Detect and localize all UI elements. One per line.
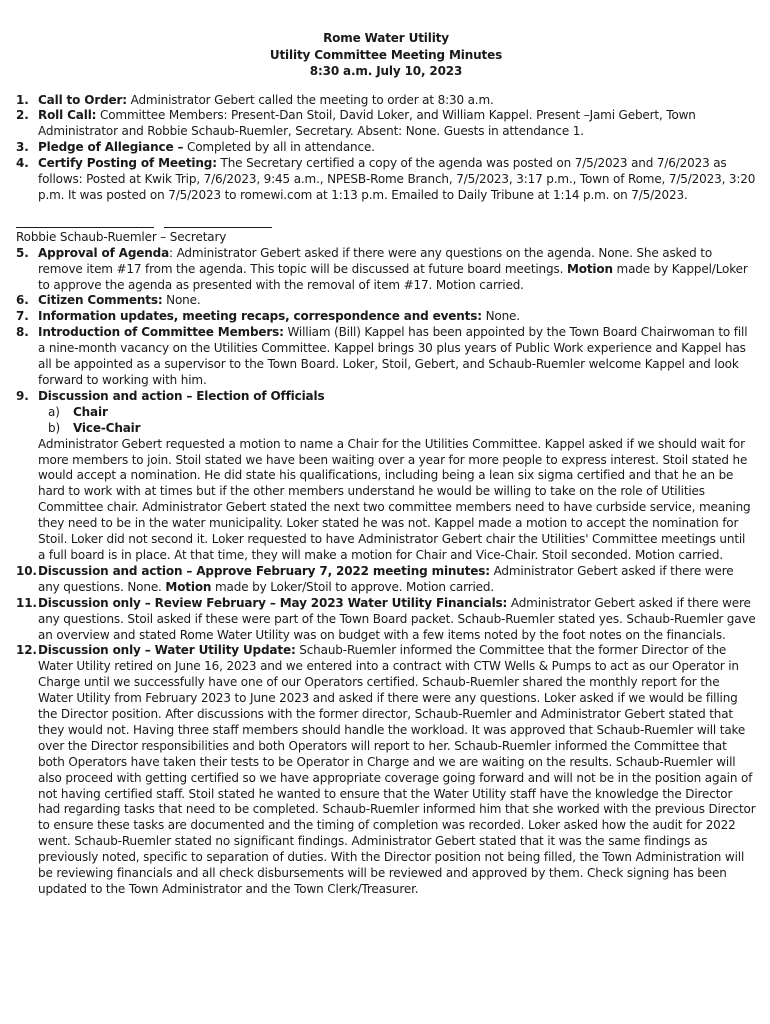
item-text: William (Bill) Kappel has been appointed by the Town Board Chairwoman to fill a nine-month vacancy on the Utilities Committee. Kappel brings 30 plus years of Public Work experience and Kappel has all be appointed as a supervisor to the Town Board. Loker, Stoil, Gebert, and Schaub-Ruemler welcome Kappel and look forward to working with him.: [38, 325, 748, 387]
item-number: 10.: [16, 563, 37, 578]
sub-item-chair: [16, 405, 756, 421]
item-text: The Secretary certified a copy of the agenda was posted on 7/5/2023 and 7/6/2023 as follows: Posted at Kwik Trip, 7/6/2023, 9:45 a.m., NPESB-Rome Branch, 7/5/2023, 3:17 p.m., Town of Rome, 7/5/2023, 3:20 p.m. It was posted on 7/5/2023 to romewi.com at 1:13 p.m. Emailed to Daily Tribune at 1:14 p.m. on 7/5/2023.: [38, 156, 756, 202]
item-text: Administrator Gebert asked if there were any questions. None.: [38, 563, 734, 594]
agenda-item-7: [16, 309, 756, 325]
item-label: Information updates, meeting recaps, correspondence and events:: [38, 309, 482, 324]
item-number: 3.: [16, 140, 29, 155]
item-number: 9.: [16, 388, 29, 403]
item-text: Administrator Gebert asked if there were any questions. Stoil asked if these were part of the Town Board packet. Schaub-Ruemler stated yes. Schaub-Ruemler gave an overview and stated Rome Water Utility was on budget with a few items noted by the foot notes on the financials.: [38, 595, 756, 642]
document-header: [16, 30, 756, 80]
item-number: 6.: [16, 293, 29, 308]
agenda-item-9: [16, 389, 756, 405]
item-number: 1.: [16, 92, 29, 107]
item-text: Completed by all in attendance.: [186, 140, 375, 155]
item-label: Discussion and action – Approve February 7, 2022 meeting minutes:: [38, 563, 490, 578]
item-number: 5.: [16, 245, 29, 260]
item-text: None.: [485, 309, 520, 324]
agenda-item-10: [16, 564, 756, 596]
agenda-item-4: [16, 156, 756, 204]
item-label: Approval of Agenda: [38, 245, 170, 260]
agenda-item-12: [16, 643, 756, 898]
agenda-item-9-body: [16, 437, 756, 564]
sub-item-text: Chair: [73, 404, 108, 419]
item-label: Pledge of Allegiance –: [38, 140, 184, 155]
agenda-item-1: [16, 93, 756, 109]
item-label: Discussion only – Water Utility Update:: [38, 643, 296, 658]
agenda-item-3: [16, 140, 756, 156]
document-title: Utility Committee Meeting Minutes: [269, 47, 503, 62]
signature-line: [164, 227, 272, 228]
item-label: Call to Order:: [38, 92, 127, 107]
item-label: Citizen Comments:: [38, 293, 163, 308]
agenda-item-2: [16, 108, 756, 140]
item-label: Introduction of Committee Members:: [38, 325, 284, 340]
item-text-cont: made by Kappel/Loker to approve the agenda as presented with the removal of item #17. Motion carried.: [38, 261, 748, 292]
sub-item-vice-chair: [16, 421, 756, 437]
item-number: 7.: [16, 309, 29, 324]
agenda-items-1-4: [16, 93, 756, 204]
item-text: : Administrator Gebert asked if there were any questions on the agenda. None. She asked to remove item #17 from the agenda. This topic will be discussed at future board meetings.: [38, 245, 713, 276]
item-number: 4.: [16, 156, 29, 171]
agenda-item-8: [16, 325, 756, 389]
item-label: Roll Call:: [38, 108, 97, 123]
motion-label: Motion: [566, 261, 613, 276]
item-number: 8.: [16, 325, 29, 340]
item-text: Administrator Gebert requested a motion to name a Chair for the Utilities Committee. Kappel asked if we should wait for more members to join. Stoil stated we have been waiting over a year for more people to express interest. Stoil stated he would accept a nomination. He did state his qualifications, including being a lean six sigma certified and that he an be hard to work with at times but if the other members understand he would be willing to take on the role of Utilities Committee chair. Administrator Gebert stated the next two committee members need to have curbside service, meaning they need to be in the water municipality. Loker stated he was not. Kappel made a motion to accept the nomination for Stoil. Loker did not second it. Loker requested to have Administrator Gebert chair the Utilities' Committee meetings until a full board is in place. At that time, they will make a motion for Chair and Vice-Chair. Stoil seconded. Motion carried.: [38, 436, 751, 562]
sub-item-text: Vice-Chair: [73, 420, 141, 435]
meeting-datetime: 8:30 a.m. July 10, 2023: [309, 64, 463, 78]
sub-item-letter: a): [48, 404, 60, 419]
item-text: Administrator Gebert called the meeting to order at 8:30 a.m.: [130, 92, 494, 107]
item-text: None.: [166, 293, 201, 308]
item-label: Discussion only – Review February – May 2023 Water Utility Financials:: [38, 595, 508, 610]
signature-name: Robbie Schaub-Ruemler – Secretary: [16, 229, 227, 244]
item-number: 12.: [16, 643, 37, 658]
agenda-item-5: [16, 246, 756, 294]
signature-block: [16, 220, 756, 246]
motion-label: Motion: [165, 579, 212, 594]
signature-line: [16, 227, 154, 228]
agenda-items-5-12: [16, 246, 756, 898]
organization-name: Rome Water Utility: [323, 31, 449, 45]
item-label: Discussion and action – Election of Officials: [38, 388, 325, 403]
item-number: 11.: [16, 595, 37, 610]
item-number: 2.: [16, 108, 29, 123]
item-text: Committee Members: Present-Dan Stoil, David Loker, and William Kappel. Present –Jami Gebert, Town Administrator and Robbie Schaub-Ruemler, Secretary. Absent: None. Guests in attendance 1.: [38, 108, 696, 139]
signature-lines: [16, 220, 756, 230]
sub-item-letter: b): [48, 420, 60, 435]
agenda-item-11: [16, 596, 756, 644]
item-text: Schaub-Ruemler informed the Committee that the former Director of the Water Utility retired on June 16, 2023 and we entered into a contract with CTW Wells & Pumps to act as our Operator in Charge until we successfully have one of our Operators certified. Schaub-Ruemler shared the monthly report for the Water Utility from February 2023 to June 2023 and asked if there were any questions. Loker asked if we would be filling the Director position. After discussions with the former director, Schaub-Ruemler and Administrator Gebert stated that they would not. Having three staff members should handle the workload. It was approved that Schaub-Ruemler will take over the Director responsibilities and both Operators will report to her. Schaub-Ruemler informed the Committee that both Operators have taken their tests to be Operator in Charge and we are waiting on the results. Schaub-Ruemler will also proceed with getting certified so we have appropriate coverage going forward and will not be in the position again of not having certified staff. Stoil stated he wanted to ensure that the Water Utility staff have the knowledge the Director had regarding tasks that need to be completed. Schaub-Ruemler informed him that she worked with the previous Director to ensure these tasks are documented and the timing of completion was recorded. Loker asked how the audit for 2022 went. Schaub-Ruemler stated no significant findings. Administrator Gebert stated that it was the same findings as previously noted, specific to separation of duties. With the Director position not being filled, the Town Administration will be reviewing financials and all check disbursements will be reviewed and approved by them. Check signing has been updated to the Town Administrator and the Town Clerk/Treasurer.: [38, 643, 756, 896]
item-label: Certify Posting of Meeting:: [38, 156, 217, 171]
item-text-cont: made by Loker/Stoil to approve. Motion carried.: [215, 579, 495, 594]
agenda-item-6: [16, 293, 756, 309]
